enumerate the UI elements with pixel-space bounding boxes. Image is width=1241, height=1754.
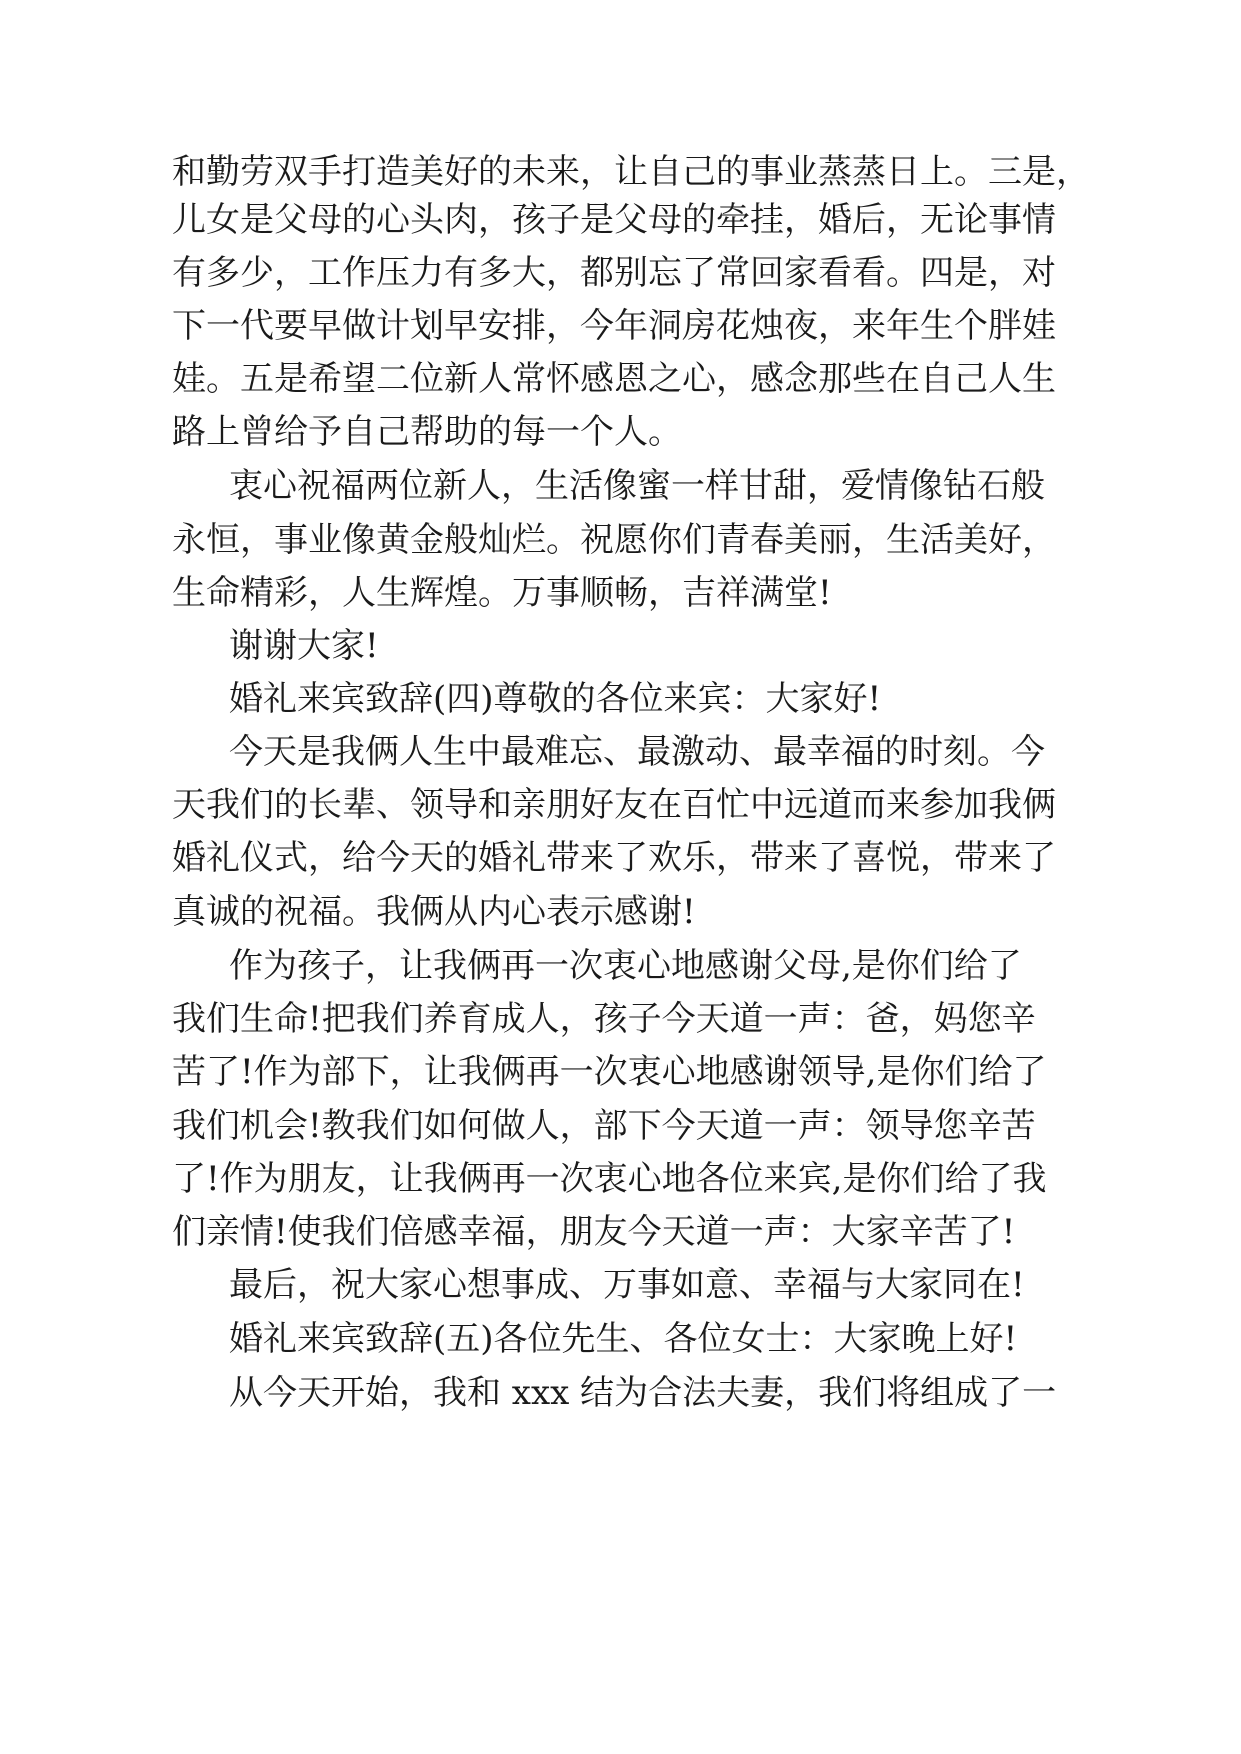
text-line: 我们机会!教我们如何做人，部下今天道一声：领导您辛苦 bbox=[172, 1106, 1036, 1146]
text-line: 下一代要早做计划早安排，今年洞房花烛夜，来年生个胖娃 bbox=[172, 306, 1056, 346]
text-line: 我们生命!把我们养育成人，孩子今天道一声：爸，妈您辛 bbox=[172, 999, 1036, 1039]
text-line: 儿女是父母的心头肉，孩子是父母的牵挂，婚后，无论事情 bbox=[172, 200, 1056, 240]
text-line: 婚礼来宾致辞(五)各位先生、各位女士：大家晚上好! bbox=[229, 1319, 1018, 1359]
text-line: 真诚的祝福。我俩从内心表示感谢! bbox=[172, 892, 696, 932]
text-line: 永恒，事业像黄金般灿烂。祝愿你们青春美丽，生活美好， bbox=[172, 520, 1056, 560]
text-line: 和勤劳双手打造美好的未来，让自己的事业蒸蒸日上。三是， bbox=[172, 152, 1090, 192]
text-line: 们亲情!使我们倍感幸福，朋友今天道一声：大家辛苦了! bbox=[172, 1212, 1016, 1252]
text-line: 天我们的长辈、领导和亲朋好友在百忙中远道而来参加我俩 bbox=[172, 785, 1056, 825]
text-line: 婚礼仪式，给今天的婚礼带来了欢乐，带来了喜悦，带来了 bbox=[172, 838, 1056, 878]
text-line: 从今天开始，我和 xxx 结为合法夫妻，我们将组成了一 bbox=[229, 1373, 1057, 1413]
text-line: 最后，祝大家心想事成、万事如意、幸福与大家同在! bbox=[229, 1265, 1025, 1305]
text-line: 今天是我俩人生中最难忘、最激动、最幸福的时刻。今 bbox=[229, 732, 1045, 772]
text-line: 婚礼来宾致辞(四)尊敬的各位来宾：大家好! bbox=[229, 679, 882, 719]
text-line: 作为孩子，让我俩再一次衷心地感谢父母,是你们给了 bbox=[229, 946, 1022, 986]
text-line: 衷心祝福两位新人，生活像蜜一样甘甜，爱情像钻石般 bbox=[229, 466, 1045, 506]
text-line: 谢谢大家! bbox=[229, 626, 379, 666]
text-line: 娃。五是希望二位新人常怀感恩之心，感念那些在自己人生 bbox=[172, 359, 1056, 399]
text-line: 路上曾给予自己帮助的每一个人。 bbox=[172, 412, 682, 452]
text-line: 苦了!作为部下，让我俩再一次衷心地感谢领导,是你们给了 bbox=[172, 1052, 1047, 1092]
text-line: 了!作为朋友，让我俩再一次衷心地各位来宾,是你们给了我 bbox=[172, 1159, 1047, 1199]
text-line: 生命精彩，人生辉煌。万事顺畅，吉祥满堂! bbox=[172, 573, 832, 613]
text-line: 有多少，工作压力有多大，都别忘了常回家看看。四是，对 bbox=[172, 253, 1056, 293]
